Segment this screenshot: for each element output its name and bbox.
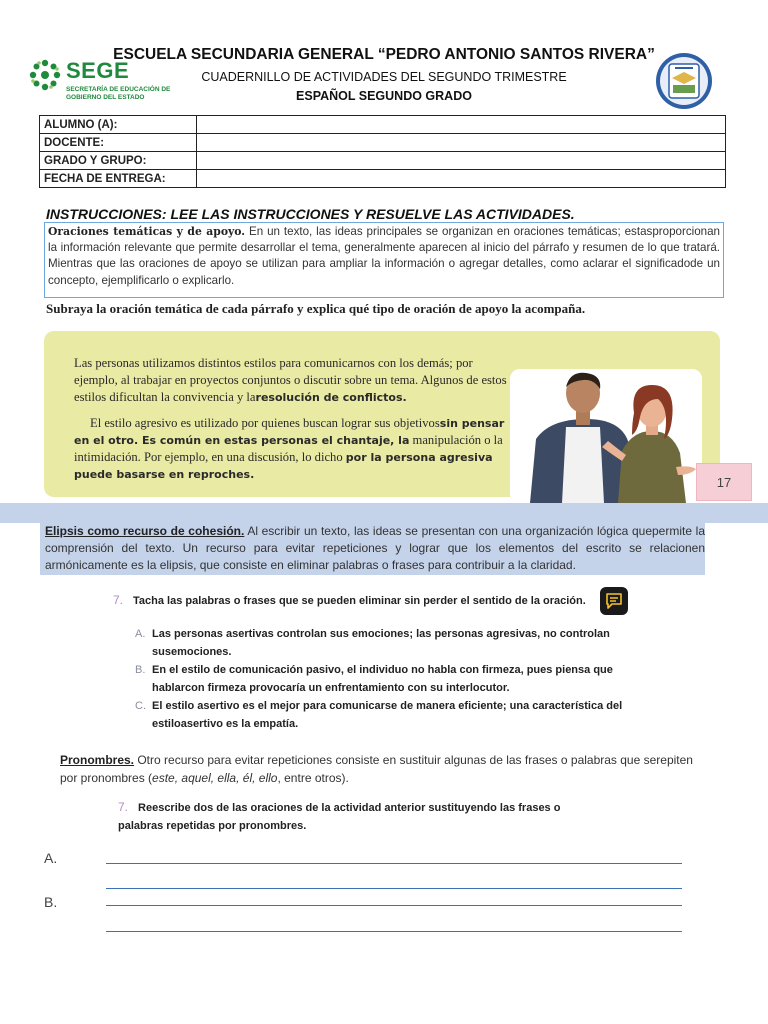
- list-item: [135, 662, 655, 697]
- option-letter: B.: [135, 664, 146, 676]
- activity-1-prompt: [113, 593, 586, 607]
- reading-text: [74, 355, 514, 491]
- page-number-badge: 17: [696, 463, 752, 501]
- answer-a-label: A.: [44, 850, 58, 866]
- highlight-bar: [0, 503, 768, 523]
- pronouns-body-end: , entre otros).: [277, 771, 349, 785]
- activity-2-text: Reescribe dos de las oraciones de la actividad anterior sustituyendo las frases o palabras repetidas por pronombres.: [118, 802, 561, 832]
- course-name: ESPAÑOL SEGUNDO GRADO: [296, 89, 472, 103]
- option-letter: A.: [135, 628, 146, 640]
- option-text: Las personas asertivas controlan sus emociones; las personas agresivas, no controlan susemociones.: [152, 628, 610, 658]
- activity-2-prompt: [118, 798, 578, 835]
- pronouns-examples: este, aquel, ella, él, ello: [152, 771, 278, 785]
- couple-photo: [510, 369, 702, 503]
- pronouns-body: Otro recurso para evitar repeticiones consiste en sustituir algunas de las frases o palabras que serepiten por pronombres (: [60, 753, 693, 785]
- pronouns-term: Pronombres.: [60, 753, 135, 767]
- ellipsis-text: [45, 523, 705, 574]
- due-date-label: FECHA DE ENTREGA:: [40, 170, 197, 188]
- student-info-table: [39, 115, 726, 188]
- grade-group-label: GRADO Y GRUPO:: [40, 152, 197, 170]
- list-item: [135, 626, 655, 661]
- thematic-sentences-box: [44, 222, 724, 298]
- activity-2-number: 7.: [118, 800, 129, 814]
- activity-1-options: [135, 626, 655, 734]
- sege-logo-subtitle: SECRETARÍA DE EDUCACIÓN DE GOBIERNO DEL ESTADO: [66, 86, 171, 101]
- answer-line[interactable]: [106, 863, 682, 864]
- ellipsis-section: [0, 503, 768, 573]
- activity-1-number: 7.: [113, 593, 124, 607]
- chat-icon[interactable]: [600, 587, 628, 615]
- due-date-field[interactable]: [197, 170, 726, 188]
- student-field[interactable]: [197, 116, 726, 134]
- teacher-field[interactable]: [197, 134, 726, 152]
- table-row: [40, 170, 726, 188]
- student-label: ALUMNO (A):: [40, 116, 197, 134]
- option-letter: C.: [135, 700, 146, 712]
- option-text: El estilo asertivo es el mejor para comunicarse de manera eficiente; una característica del estiloasertivo es la empatía.: [152, 700, 623, 730]
- school-crest-logo: [655, 52, 713, 110]
- thematic-term: Oraciones temáticas y de apoyo.: [48, 225, 246, 238]
- instructions-heading: INSTRUCCIONES: LEE LAS INSTRUCCIONES Y RESUELVE LAS ACTIVIDADES.: [46, 206, 575, 222]
- option-text: En el estilo de comunicación pasivo, el individuo no habla con firmeza, pues piensa que hablarcon firmeza provocaría un enfrentamiento con su interlocutor.: [152, 664, 613, 694]
- school-name: ESCUELA SECUNDARIA GENERAL “PEDRO ANTONIO SANTOS RIVERA”: [113, 46, 655, 63]
- answer-line[interactable]: [106, 905, 682, 906]
- grade-group-field[interactable]: [197, 152, 726, 170]
- answer-line[interactable]: [106, 931, 682, 932]
- reading-paragraph-2: El estilo agresivo es utilizado por quienes buscan lograr sus objetivossin pensar en el otro. Es común en estas personas el chantaje, la manipulación o la intimidación. Por ejemplo, en una discusión, lo dicho por la persona agresiva puede basarse en reproches.: [74, 415, 505, 482]
- booklet-subtitle: CUADERNILLO DE ACTIVIDADES DEL SEGUNDO TRIMESTRE: [201, 70, 567, 84]
- table-row: [40, 152, 726, 170]
- people-illustration: [510, 369, 702, 503]
- list-item: [135, 698, 655, 733]
- sege-logo-text: SEGE: [66, 58, 130, 83]
- pronouns-section: [60, 751, 700, 787]
- reading-paragraph-1: Las personas utilizamos distintos estilos para comunicarnos con los demás; por ejemplo, al trabajar en proyectos conjuntos o discutir sobre un tema. Algunos de estos estilos dificultan la convivencia y laresolución de conflictos.: [74, 356, 507, 405]
- chat-bubble-icon: [605, 592, 623, 610]
- answer-line[interactable]: [106, 888, 682, 889]
- teacher-label: DOCENTE:: [40, 134, 197, 152]
- underline-instruction: Subraya la oración temática de cada párrafo y explica qué tipo de oración de apoyo la acompaña.: [46, 301, 586, 316]
- activity-1-text: Tacha las palabras o frases que se pueden eliminar sin perder el sentido de la oración.: [133, 595, 586, 607]
- answer-b-label: B.: [44, 894, 58, 910]
- ellipsis-body: Al escribir un texto, las ideas se presentan con una organización lógica quepermite la comprensión del texto. Un recurso para evitar repeticiones y lograr que los elementos del escrito se relacionen armónicamente es la elipsis, que consiste en eliminar palabras o frases para contribuir a la claridad.: [45, 524, 705, 572]
- table-row: [40, 134, 726, 152]
- table-row: [40, 116, 726, 134]
- ellipsis-term: Elipsis como recurso de cohesión.: [45, 524, 245, 538]
- thematic-body: En un texto, las ideas principales se organizan en oraciones temáticas; estasproporcionan la información relevante que permite desarrollar el tema, generalmente aparecen al inicio del párrafo y resumen de lo que tratará. Mientras que las oraciones de apoyo se utilizan para ampliar la información o agregar detalles, como aclarar el significadode un concepto, ejemplificarlo o explicarlo.: [48, 225, 720, 287]
